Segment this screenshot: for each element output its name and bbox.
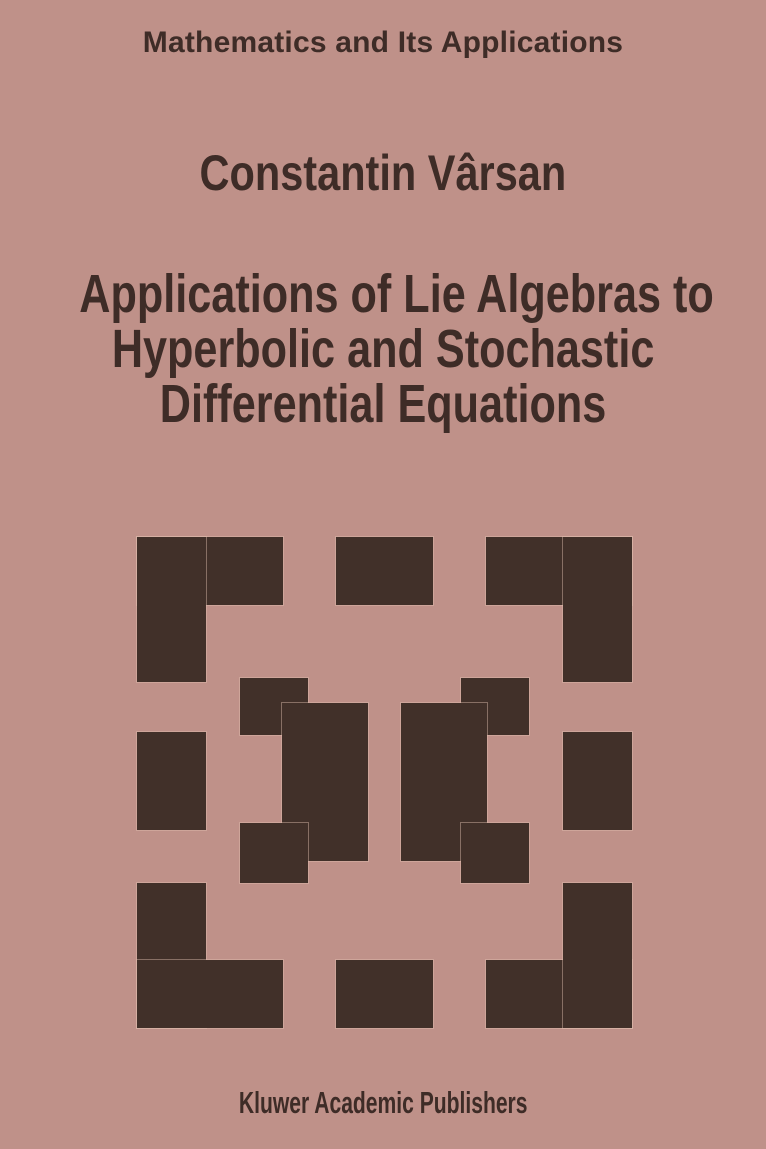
logo-block	[563, 732, 632, 830]
author-name	[0, 143, 766, 203]
logo-block	[137, 537, 206, 682]
title-line-3: Differential Equations	[159, 374, 607, 434]
logo-block	[336, 960, 433, 1028]
series-title-text: Mathematics and Its Applications	[142, 26, 624, 59]
author-name-text: Constantin Vârsan	[199, 145, 567, 201]
logo-block	[563, 537, 632, 682]
logo-block	[137, 960, 283, 1028]
logo-block	[240, 823, 308, 883]
series-title	[0, 23, 766, 63]
publisher-logo-ornament	[137, 537, 632, 1028]
book-title	[0, 264, 766, 434]
logo-block	[461, 823, 529, 883]
title-line-2: Hyperbolic and Stochastic	[111, 319, 655, 379]
logo-block	[137, 732, 206, 830]
logo-block	[336, 537, 433, 605]
title-line-1: Applications of Lie Algebras to	[79, 264, 714, 324]
publisher-name	[0, 1083, 766, 1123]
publisher-name-text: Kluwer Academic Publishers	[238, 1085, 528, 1120]
logo-block	[563, 883, 632, 1028]
